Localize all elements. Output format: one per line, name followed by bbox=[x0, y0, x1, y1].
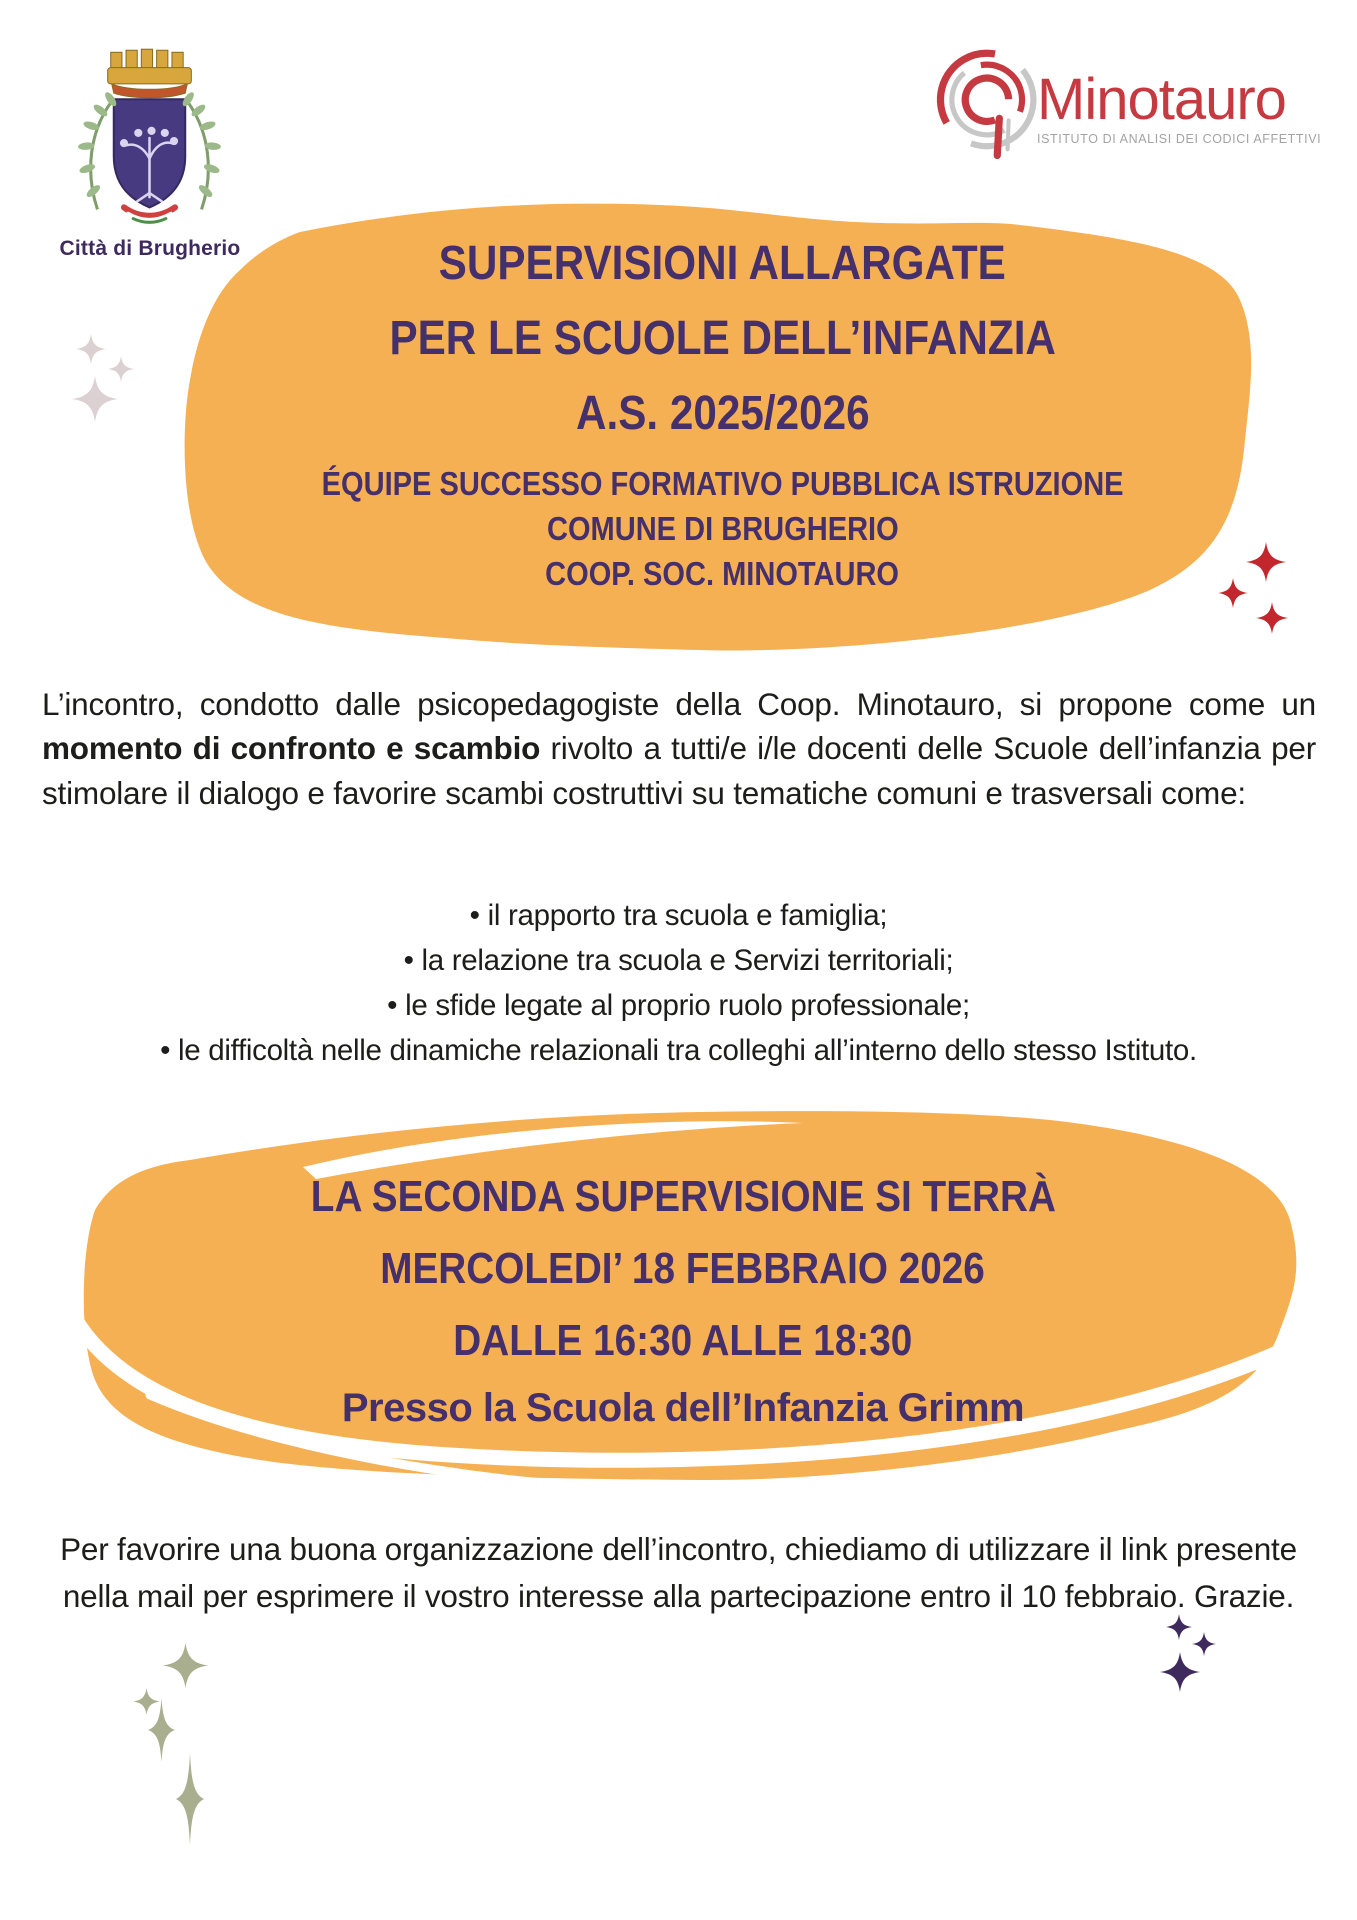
crown-icon bbox=[108, 49, 192, 97]
intro-text-before: L’incontro, condotto dalle psicopedagogiste della Coop. Minotauro, si propone come un bbox=[42, 685, 1316, 722]
title-line-2: PER LE SCUOLE DELL’INFANZIA bbox=[389, 312, 1056, 365]
sparkles-top-left-icon bbox=[62, 328, 142, 428]
minotauro-spiral-icon bbox=[925, 44, 1053, 172]
list-item: • la relazione tra scuola e Servizi territoriali; bbox=[403, 944, 954, 977]
sparkles-bottom-right-icon bbox=[1158, 1602, 1233, 1697]
minotauro-subtitle: ISTITUTO DI ANALISI DEI CODICI AFFETTIVI bbox=[1037, 131, 1322, 146]
title-subline-1: ÉQUIPE SUCCESSO FORMATIVO PUBBLICA ISTRUZIONE bbox=[321, 465, 1124, 502]
title-subline-3: COOP. SOC. MINOTAURO bbox=[545, 555, 900, 592]
ribbon-icon bbox=[124, 207, 175, 222]
list-item: • il rapporto tra scuola e famiglia; bbox=[469, 899, 888, 932]
minotauro-wordmark: Minotauro bbox=[1037, 66, 1286, 132]
event-line-4: Presso la Scuola dell’Infanzia Grimm bbox=[341, 1386, 1025, 1430]
title-block bbox=[180, 192, 1265, 596]
municipality-caption: Città di Brugherio bbox=[59, 237, 241, 260]
intro-paragraph bbox=[42, 682, 1316, 816]
event-line-3: DALLE 16:30 ALLE 18:30 bbox=[453, 1316, 913, 1365]
intro-text-after: rivolto a tutti/e i/le docenti delle Scuole dell’infanzia per stimolare il dialogo e favorire scambi costruttivi su tematiche comuni e trasversali come: bbox=[42, 730, 1316, 811]
topics-list bbox=[30, 893, 1327, 1073]
event-line-1: LA SECONDA SUPERVISIONE SI TERRÀ bbox=[310, 1172, 1056, 1221]
list-item: • le difficoltà nelle dinamiche relazionali tra colleghi all’interno dello stesso Istituto. bbox=[160, 1034, 1197, 1067]
sparkles-right-icon bbox=[1212, 538, 1307, 638]
intro-text-bold: momento di confronto e scambio bbox=[42, 730, 541, 766]
closing-paragraph: Per favorire una buona organizzazione dell’incontro, chiediamo di utilizzare il link presente nella mail per esprimere il vostro interesse alla partecipazione entro il 10 febbraio. Grazie. bbox=[60, 1530, 1297, 1614]
list-item: • le sfide legate al proprio ruolo professionale; bbox=[387, 989, 970, 1022]
event-block bbox=[58, 1103, 1308, 1439]
title-line-3: A.S. 2025/2026 bbox=[575, 387, 870, 440]
title-subline-2: COMUNE DI BRUGHERIO bbox=[546, 510, 899, 547]
minotauro-logo bbox=[925, 44, 1321, 172]
event-line-2: MERCOLEDI’ 18 FEBBRAIO 2026 bbox=[380, 1244, 986, 1293]
sparkles-bottom-left-icon bbox=[128, 1640, 228, 1850]
title-line-1: SUPERVISIONI ALLARGATE bbox=[438, 237, 1007, 290]
